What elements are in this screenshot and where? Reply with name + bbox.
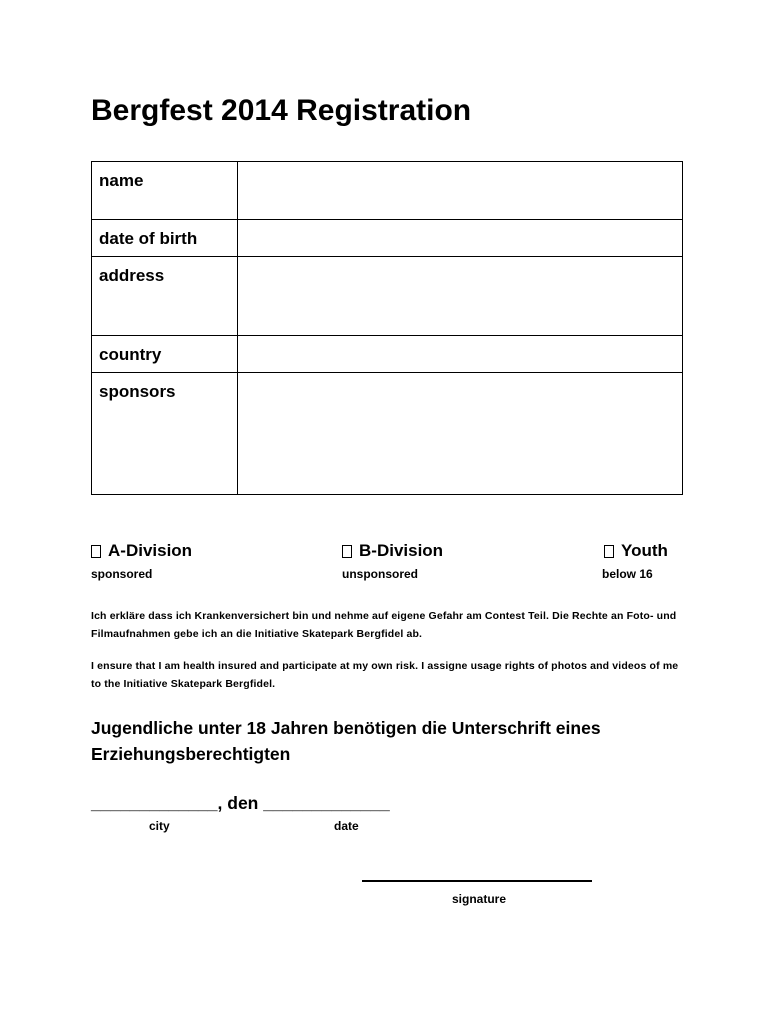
- document-title: Bergfest 2014 Registration: [91, 94, 472, 127]
- form-row-date-of-birth: [92, 220, 683, 257]
- country-field[interactable]: [238, 336, 683, 373]
- place-date-line: _____________, den _____________: [91, 793, 390, 813]
- sponsors-field[interactable]: [238, 373, 683, 495]
- youth-checkbox[interactable]: [604, 545, 614, 558]
- date-of-birth-field[interactable]: [238, 220, 683, 257]
- youth-sublabel: below 16: [602, 567, 653, 581]
- division-option-youth: [604, 541, 668, 581]
- form-row-name: [92, 162, 683, 220]
- division-option-a: [91, 541, 192, 581]
- form-row-country: [92, 336, 683, 373]
- field-label-name: name: [92, 162, 238, 220]
- youth-label: Youth: [621, 541, 668, 560]
- form-row-sponsors: [92, 373, 683, 495]
- a-division-checkbox[interactable]: [91, 545, 101, 558]
- b-division-label: B-Division: [359, 541, 444, 560]
- signature-line: [362, 880, 592, 882]
- signature-label: signature: [452, 892, 507, 906]
- city-label: city: [149, 819, 170, 833]
- address-field[interactable]: [238, 257, 683, 336]
- a-division-sublabel: sponsored: [91, 567, 153, 581]
- guardian-note: Jugendliche unter 18 Jahren benötigen die Unterschrift eines Erziehungsberechtigten: [91, 718, 601, 764]
- field-label-sponsors: sponsors: [92, 373, 238, 495]
- division-option-b: [342, 541, 443, 581]
- field-label-country: country: [92, 336, 238, 373]
- b-division-checkbox[interactable]: [342, 545, 352, 558]
- field-label-address: address: [92, 257, 238, 336]
- date-label: date: [334, 819, 359, 833]
- declaration-german: Ich erkläre dass ich Krankenversichert bin und nehme auf eigene Gefahr am Contest Teil. Die Rechte an Foto- und Filmaufnahmen gebe ich an die Initiative Skatepark Bergfidel ab.: [91, 610, 677, 640]
- name-field[interactable]: [238, 162, 683, 220]
- b-division-sublabel: unsponsored: [342, 567, 419, 581]
- field-label-date-of-birth: date of birth: [92, 220, 238, 257]
- declaration-english: I ensure that I am health insured and participate at my own risk. I assigne usage rights of photos and videos of me to the Initiative Skatepark Bergfidel.: [91, 660, 679, 690]
- a-division-label: A-Division: [108, 541, 193, 560]
- form-row-address: [92, 257, 683, 336]
- registration-table: [91, 161, 683, 495]
